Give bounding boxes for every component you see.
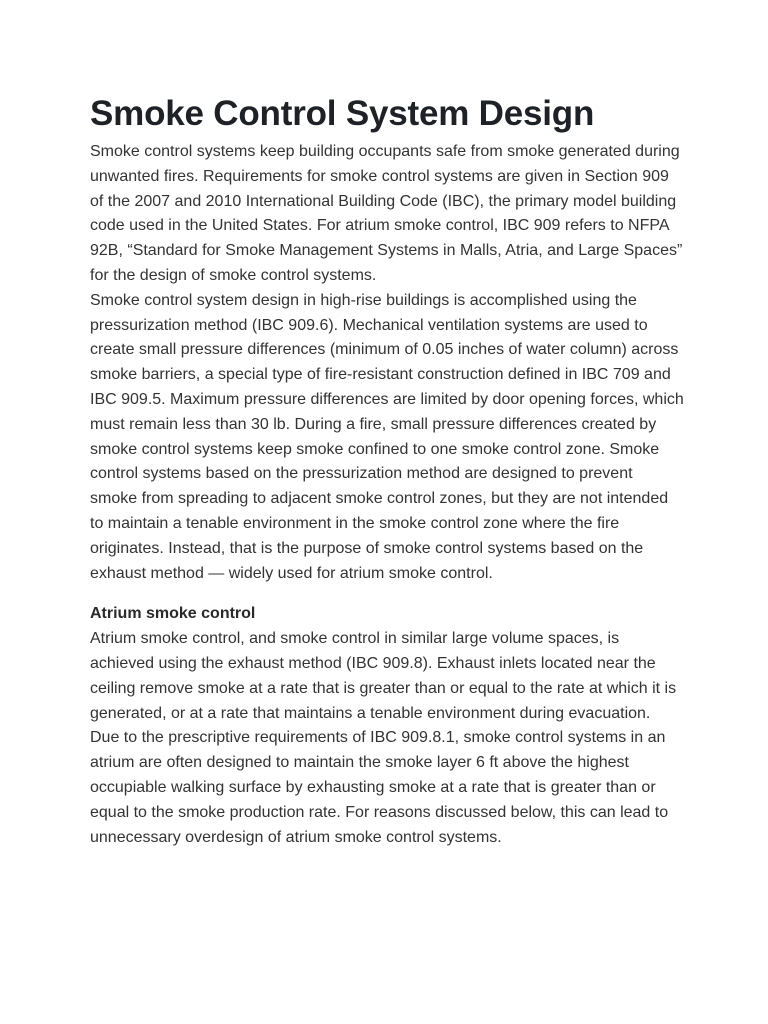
- section-heading: Atrium smoke control: [90, 605, 256, 623]
- document-page: [90, 92, 684, 850]
- pressurization-paragraph: Smoke control system design in high-rise buildings is accomplished using the pressurization method (IBC 909.6). Mechanical ventilation systems are used to create small pressure differences (minimum of 0.05 inches of water column) across smoke barriers, a special type of fire-resistant construction defined in IBC 709 and IBC 909.5. Maximum pressure differences are limited by door opening forces, which must remain less than 30 lb. During a fire, small pressure differences created by smoke control systems keep smoke confined to one smoke control zone. Smoke control systems based on the pressurization method are designed to prevent smoke from spreading to adjacent smoke control zones, but they are not intended to maintain a tenable environment in the smoke control zone where the fire originates. Instead, that is the purpose of smoke control systems based on the exhaust method — widely used for atrium smoke control.: [90, 291, 684, 582]
- intro-paragraph: Smoke control systems keep building occupants safe from smoke generated during unwanted fires. Requirements for smoke control systems are given in Section 909 of the 2007 and 2010 International Building Code (IBC), the primary model building code used in the United States. For atrium smoke control, IBC 909 refers to NFPA 92B, “Standard for Smoke Management Systems in Malls, Atria, and Large Spaces” for the design of smoke control systems.: [90, 143, 683, 284]
- page-title: Smoke Control System Design: [90, 94, 595, 133]
- atrium-paragraph: Atrium smoke control, and smoke control in similar large volume spaces, is achieved using the exhaust method (IBC 909.8). Exhaust inlets located near the ceiling remove smoke at a rate that is greater than or equal to the rate at which it is generated, or at a rate that maintains a tenable environment during evacuation. Due to the prescriptive requirements of IBC 909.8.1, smoke control systems in an atrium are often designed to maintain the smoke layer 6 ft above the highest occupiable walking surface by exhausting smoke at a rate that is greater than or equal to the smoke production rate. For reasons discussed below, this can lead to unnecessary overdesign of atrium smoke control systems.: [90, 630, 677, 846]
